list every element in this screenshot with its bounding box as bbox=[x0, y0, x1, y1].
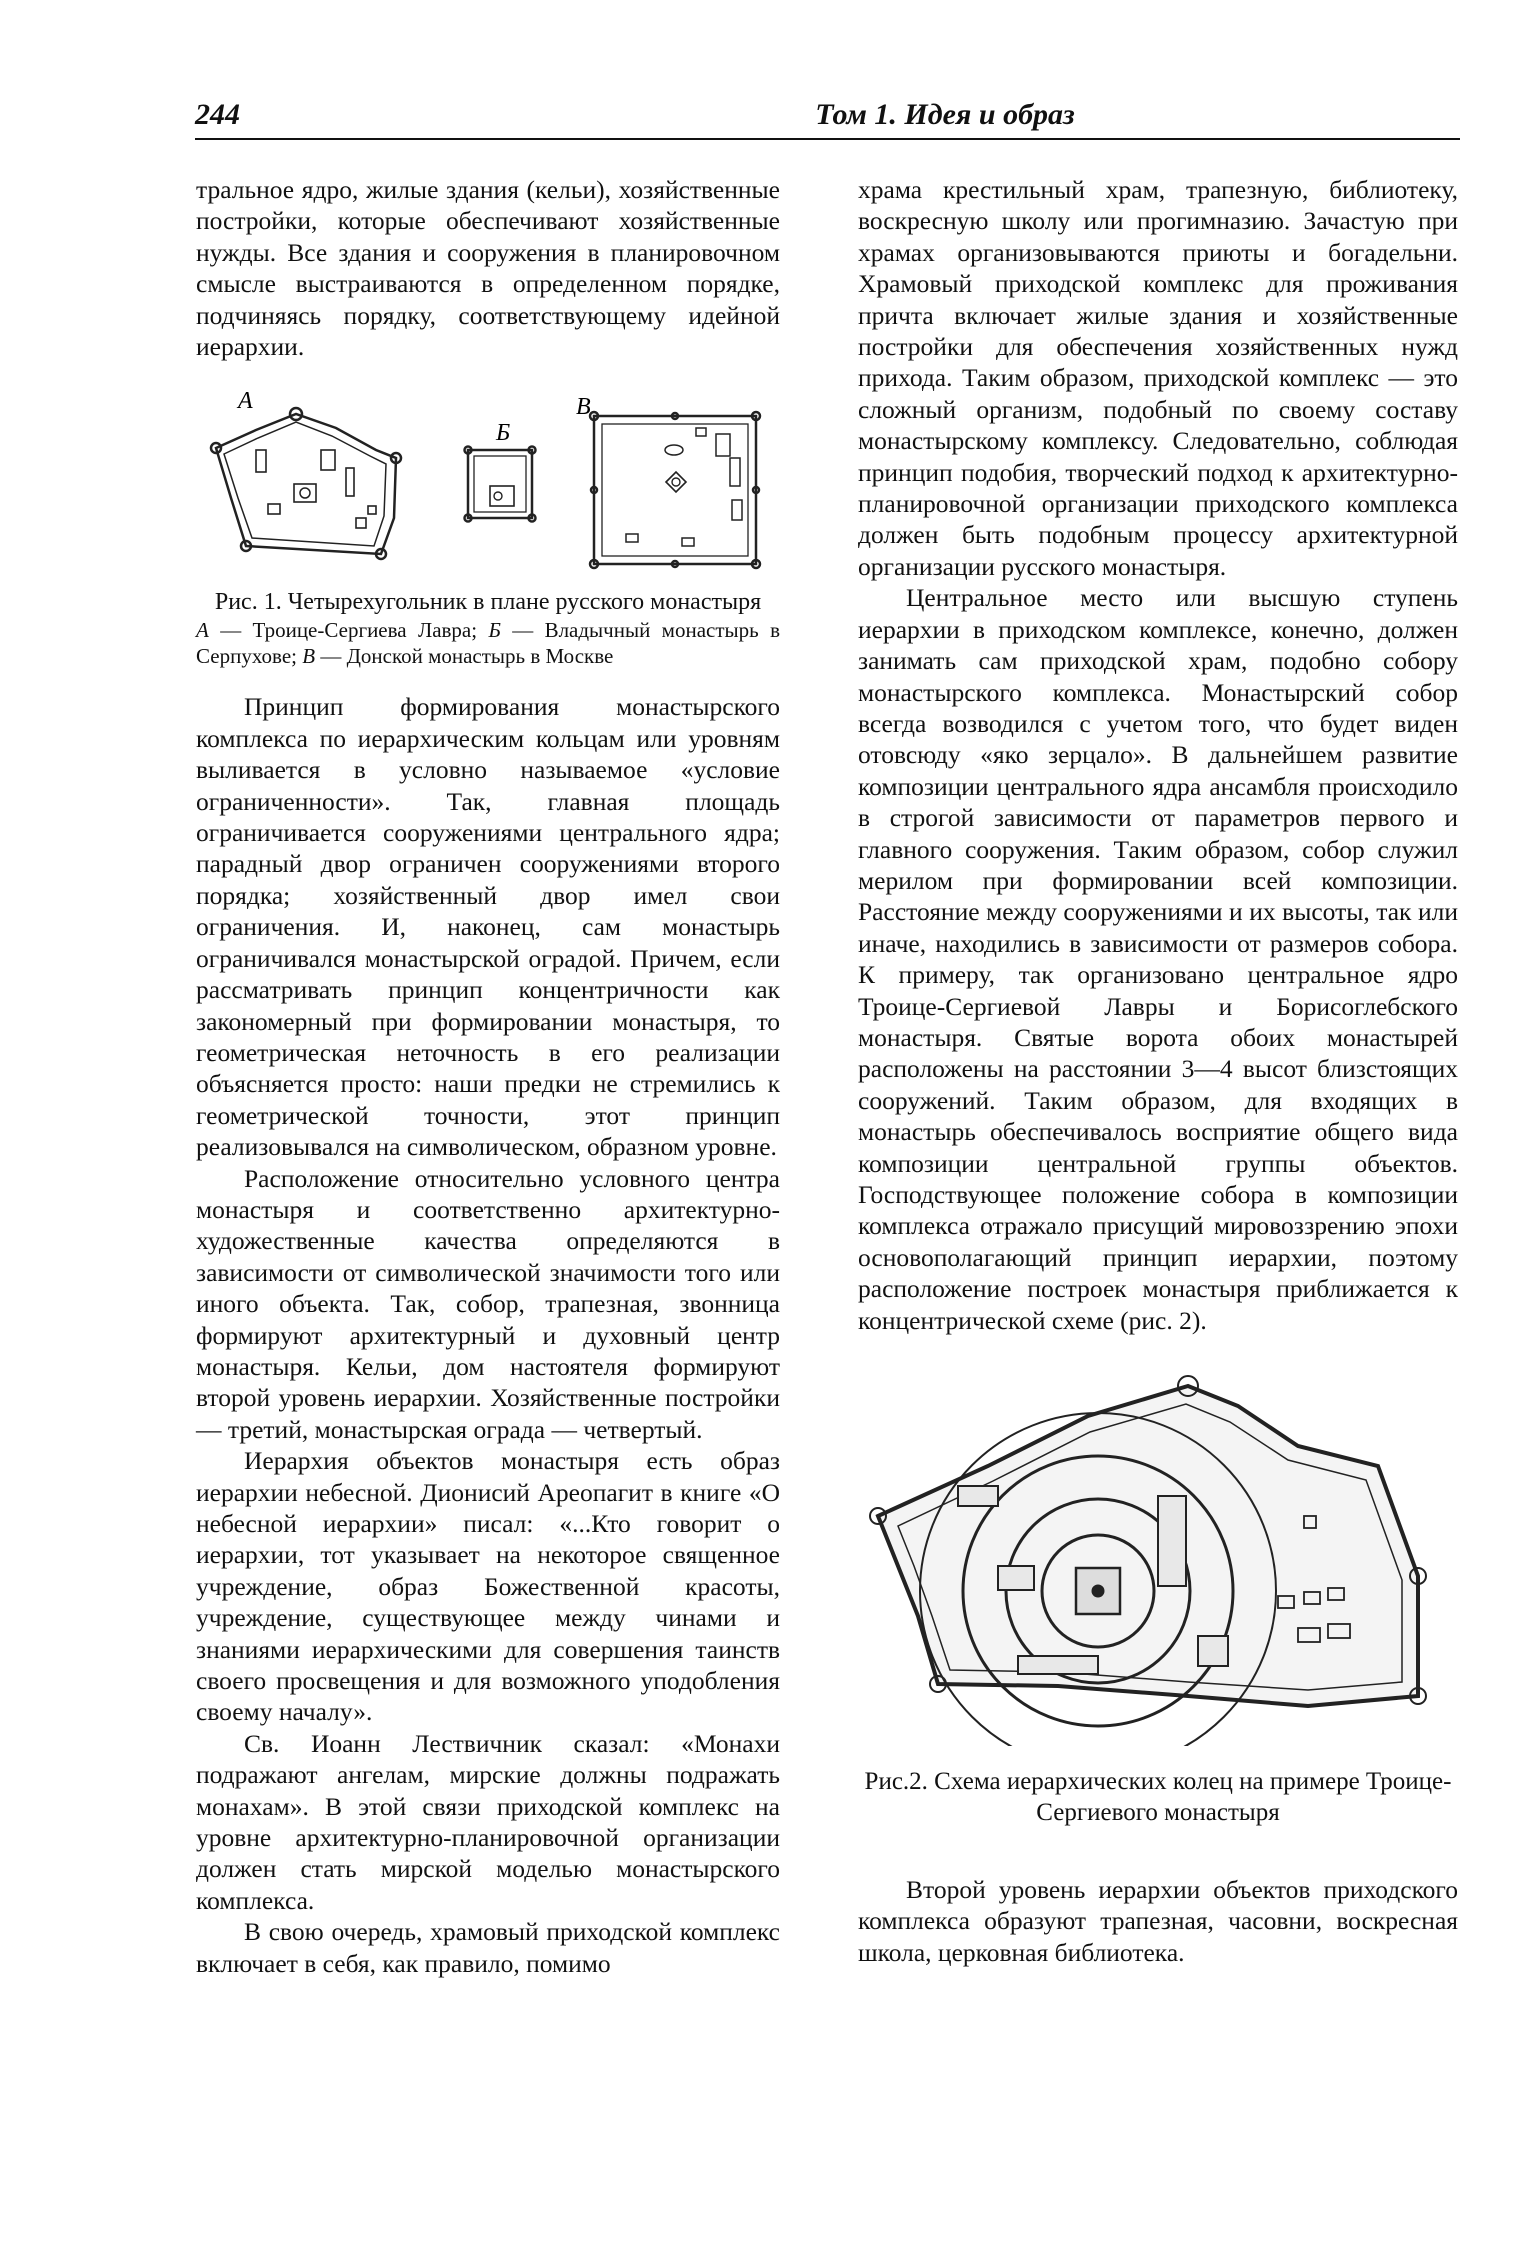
legend-a-text: — Троице-Сергиева Лавра; bbox=[208, 618, 489, 643]
fig1-label-b: Б bbox=[496, 420, 511, 447]
legend-a-letter: А bbox=[196, 618, 209, 643]
lavra-wall bbox=[878, 1386, 1418, 1706]
right-paragraph-3: Второй уровень иерархии объектов приходского комплекса образуют трапезная, часовни, воскресная школа, церковная библиотека. bbox=[858, 1875, 1458, 1967]
plan-b-outline bbox=[468, 450, 532, 518]
header-rule bbox=[195, 138, 1460, 140]
running-header bbox=[195, 98, 1460, 140]
legend-b-letter: Б bbox=[488, 618, 501, 643]
legend-b-text: — Владычный монастырь в Серпухове; bbox=[196, 618, 780, 669]
figure-2-ring-diagram bbox=[858, 1366, 1458, 1746]
left-column bbox=[196, 174, 780, 1979]
figure-1 bbox=[196, 388, 780, 576]
left-paragraph-4: Иерархия объектов монастыря есть образ иерархии небесной. Дионисий Ареопагит в книге «О небесной иерархии» писал: «...Кто говорит о иерархии, тот указывает на некоторое священное учреждение, образ Божественной красоты, учреждение, существующее между чинами и знаниями иерархическими для совершения таинств своего просвещения и для возможного уподобления своему началу». bbox=[196, 1446, 780, 1727]
figure-1-caption: Рис. 1. Четырехугольник в плане русского монастыря bbox=[214, 589, 762, 616]
left-paragraph-6: В свою очередь, храмовый приходской комплекс включает в себя, как правило, помимо bbox=[196, 1917, 780, 1978]
figure-1-plans bbox=[196, 388, 780, 576]
right-paragraph-1: храма крестильный храм, трапезную, библиотеку, воскресную школу или прогимназию. Зачастую при храмах организовываются приюты и богадельни. Храмовый приходской комплекс для проживания причта включает жилые здания и хозяйственные постройки для обеспечения хозяйственных нужд прихода. Таким образом, приходской комплекс — это сложный организм, подобный по своему составу монастырскому комплексу. Следовательно, соблюдая принцип подобия, творческий подход к архитектурно-планировочной организации приходского комплекса должен быть подобным процессу архитектурной организации русского монастыря. bbox=[858, 175, 1458, 581]
legend-v-text: — Донской монастырь в Москве bbox=[315, 644, 614, 669]
left-paragraph-3: Расположение относительно условного центра монастыря и соответственно архитектурно-художественные качества определяются в зависимости от символической значимости того или иного объекта. Так, собор, трапезная, звонница формируют архитектурный и духовный центр монастыря. Кельи, дом настоятеля формируют второй уровень иерархии. Хозяйственные постройки — третий, монастырская ограда — четвертый. bbox=[196, 1163, 780, 1444]
figure-2 bbox=[858, 1366, 1458, 1746]
figure-2-caption: Рис.2. Схема иерархических колец на примере Троице-Сергиевого монастыря bbox=[864, 1768, 1452, 1827]
legend-v-letter: В bbox=[302, 644, 316, 669]
left-paragraph-2: Принцип формирования монастырского комплекса по иерархическим кольцам или уровням выливается в условно называемое «условие ограниченности». Так, главная площадь ограничивается сооружениями центрального ядра; парадный двор ограничен сооружениями второго порядка; хозяйственный двор имел свои ограничения. И, наконец, сам монастырь ограничивался монастырской оградой. Причем, если рассматривать принцип концентричности как закономерный при формировании монастыря, то геометрическая неточность в его реализации объясняется просто: наши предки не стремились к геометрической точности, этот принцип реализовывался на символическом, образном уровне. bbox=[196, 692, 780, 1162]
left-paragraph-1: тральное ядро, жилые здания (кельи), хозяйственные постройки, которые обеспечивают хозяйственные нужды. Все здания и сооружения в планировочном смысле выстраиваются в определенном порядке, подчиняясь порядку, соответствующему идейной иерархии. bbox=[196, 175, 780, 362]
left-paragraph-5: Св. Иоанн Лествичник сказал: «Монахи подражают ангелам, мирские должны подражать монахам». В этой связи приходской комплекс на уровне архитектурно-планировочной организации должен стать мирской моделью монастырского комплекса. bbox=[196, 1728, 780, 1915]
page-number: 244 bbox=[195, 98, 240, 131]
fig1-label-a: А bbox=[238, 388, 253, 415]
running-title: Том 1. Идея и образ bbox=[815, 98, 1075, 131]
figure-1-legend bbox=[196, 617, 780, 669]
right-paragraph-2: Центральное место или высшую ступень иерархии в приходском комплексе, конечно, должен занимать сам приходской храм, подобно собору монастырского комплекса. Монастырский собор всегда возводился с учетом того, что будет виден отовсюду «яко зерцало». В дальнейшем развитие композиции центрального ядра ансамбля происходило в строгой зависимости от параметров первого и главного сооружения. Таким образом, собор служил мерилом при формировании всей композиции. Расстояние между сооружениями и их высоты, так или иначе, находились в зависимости от размеров собора. К примеру, так организовано центральное ядро Троице-Сергиевой Лавры и Борисоглебского монастыря. Святые ворота обоих монастырей расположены на расстоянии 3—4 высот близстоящих сооружений. Таким образом, для входящих в монастырь обеспечивалось восприятие общего вида композиции центральной группы объектов. Господствующее положение собора в композиции комплекса отражало присущий мировоззрению эпохи основополагающий принцип иерархии, поэтому расположение построек монастыря приближается к концентрической схеме (рис. 2). bbox=[858, 583, 1458, 1335]
right-column bbox=[858, 174, 1458, 1968]
fig1-label-v: В bbox=[576, 394, 591, 421]
